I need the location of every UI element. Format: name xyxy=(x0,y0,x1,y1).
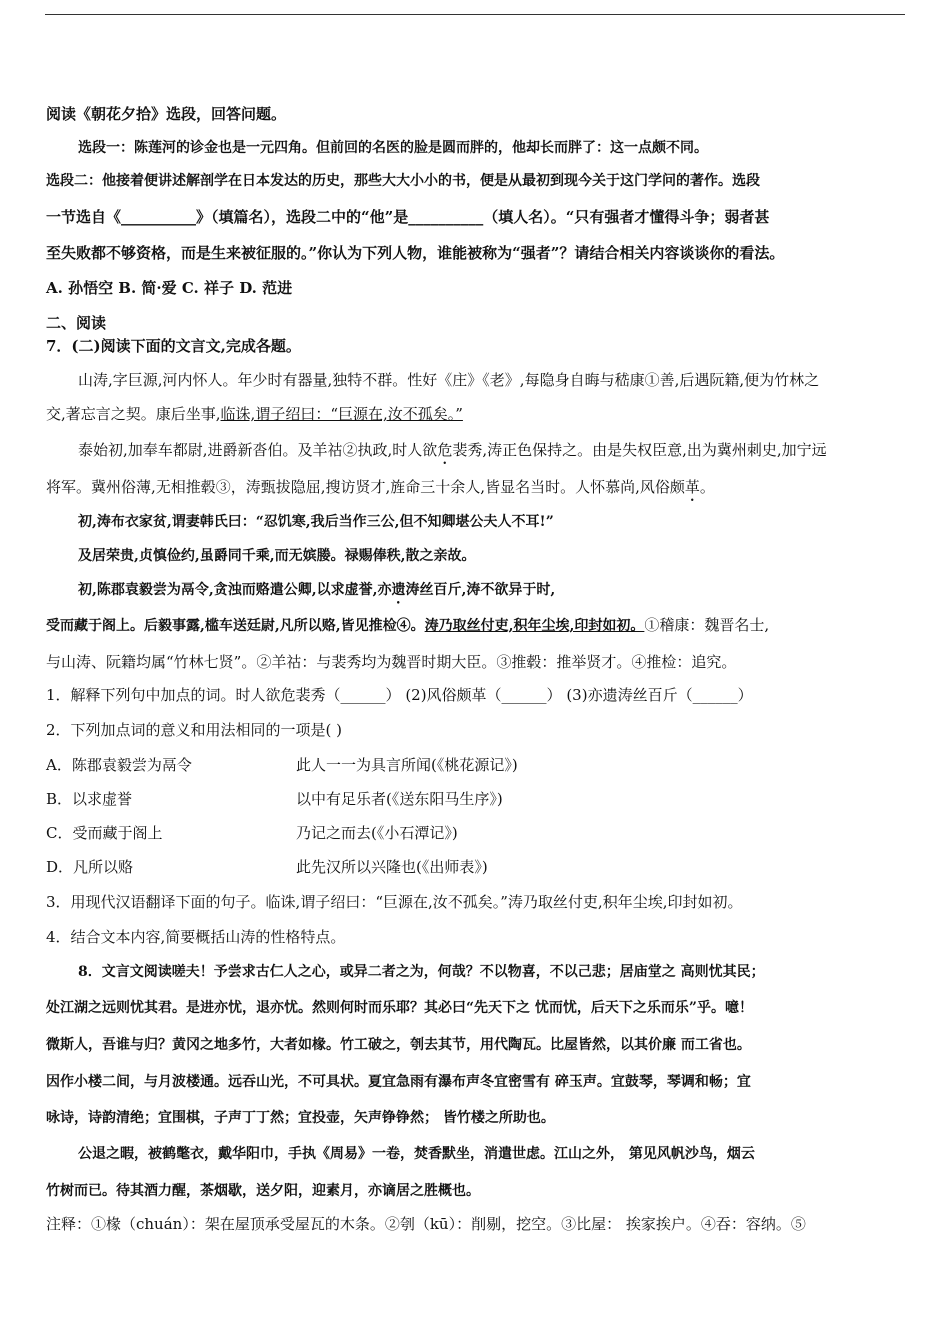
passage-line: 及居荣贵,贞慎俭约,虽爵同千乘,而无嫔媵。禄赐俸秩,散之亲故。 xyxy=(78,548,476,564)
passage-line xyxy=(46,404,904,424)
question-text-line1: 一节选自《__________》（填篇名），选段二中的“他”是__________（填人名）。“只有强者才懂得斗争；弱者甚 xyxy=(46,208,770,226)
question-text-line2: 至失败都不够资格，而是生来被征服的。”你认为下列人物，谁能被称为“强者”？请结合相关内容谈谈你的看法。 xyxy=(46,244,785,262)
passage-line xyxy=(46,615,904,636)
question-3: 3．用现代汉语翻译下面的句子。临诛,谓子绍曰：“巨源在,汝不孤矣。”涛乃取丝付吏,积年尘埃,印封如初。 xyxy=(46,893,743,911)
passage-text: 。 xyxy=(699,478,715,496)
option-c xyxy=(46,823,904,843)
question-8-line: 竹树而已。待其酒力醒，茶烟歇，送夕阳，迎素月，亦谪居之胜概也。 xyxy=(46,1183,480,1199)
option-left: C．受而藏于阁上 xyxy=(46,824,163,842)
dotted-word: 遗 xyxy=(391,582,406,598)
passage-line: 初,涛布衣家贫,谓妻韩氏曰：“忍饥寒,我后当作三公,但不知卿堪公夫人不耳!” xyxy=(78,514,554,530)
passage-text: 涛丝百斤,涛不欲异于时, xyxy=(405,582,556,598)
dotted-word: 革 xyxy=(684,478,700,496)
option-left: B．以求虚誉 xyxy=(46,790,133,808)
passage-line xyxy=(46,477,904,505)
question-8-line: 因作小楼二间，与月波楼通。远吞山光，不可具状。夏宜急雨有瀑布声冬宜密雪有 碎玉声。宜鼓琴，琴调和畅；宜 xyxy=(46,1074,751,1090)
option-right: 此人一一为具言所闻(《桃花源记》) xyxy=(296,756,518,774)
question-8-line: 微斯人，吾谁与归？黄冈之地多竹，大者如椽。竹工破之，刳去其节，用代陶瓦。比屋皆然，以其价廉 而工省也。 xyxy=(46,1037,751,1053)
passage-text: 裴秀,涛正色保持之。由是失权臣意,出为冀州刺史,加宁远 xyxy=(452,441,827,459)
question-8-line: 8．文言文阅读嗟夫！予尝求古仁人之心，或异二者之为，何哉？不以物喜，不以己悲；居庙堂之 高则忧其民； xyxy=(78,964,765,980)
passage-text: 泰始初,加奉车都尉,进爵新沓伯。及羊祜②执政,时人欲 xyxy=(78,441,438,459)
question-8-line: 处江湖之远则忧其君。是进亦忧，退亦忧。然则何时而乐耶？其必曰“先天下之 忧而忧，后天下之乐而乐”乎。噫！ xyxy=(46,1000,753,1016)
question-1: 1．解释下列句中加点的词。时人欲危裴秀（______） (2)风俗颇革（______） (3)亦遗涛丝百斤（______） xyxy=(46,686,753,704)
question-4: 4．结合文本内容,简要概括山涛的性格特点。 xyxy=(46,928,346,946)
option-right: 乃记之而去(《小石潭记》) xyxy=(296,824,458,842)
section-heading: 二、阅读 xyxy=(46,314,107,332)
excerpt-one: 选段一：陈莲河的诊金也是一元四角。但前回的名医的脸是圆而胖的，他却长而胖了：这一点颇不同。 xyxy=(78,140,708,156)
option-left: A．陈郡袁毅尝为鬲令 xyxy=(46,756,192,774)
passage-line: 山涛,字巨源,河内怀人。年少时有器量,独特不群。性好《庄》《老》,每隐身自晦与嵇康①善,后遇阮籍,便为竹林之 xyxy=(78,371,820,389)
question-intro: 阅读《朝花夕拾》选段，回答问题。 xyxy=(46,105,287,123)
excerpt-two: 选段二：他接着便讲述解剖学在日本发达的历史，那些大大小小的书，便是从最初到现今关于这门学问的著作。选段 xyxy=(46,173,760,189)
footnote-text: ①稽康：魏晋名士, xyxy=(644,616,770,634)
underlined-sentence: 临诛,谓子绍曰：“巨源在,汝不孤矣。” xyxy=(220,405,463,423)
option-b xyxy=(46,789,904,809)
passage-text: 受而藏于阁上。后毅事露,槛车送廷尉,凡所以赂,皆见推检④。 xyxy=(46,618,425,634)
option-a xyxy=(46,755,904,775)
option-d xyxy=(46,857,904,877)
annotation-line: 注释：①椽（chuán）：架在屋顶承受屋瓦的木条。②刳（kū）：削剔，挖空。③比屋： 挨家挨户。④吞：容纳。⑤ xyxy=(46,1215,806,1233)
option-right: 以中有足乐者(《送东阳马生序》) xyxy=(296,790,503,808)
question-8-line: 公退之暇，被鹤氅衣，戴华阳巾，手执《周易》一卷，焚香默坐，消遣世虑。江山之外， 第见风帆沙鸟，烟云 xyxy=(78,1146,755,1162)
passage-line xyxy=(78,440,936,468)
question-7-title: 7．(二)阅读下面的文言文,完成各题。 xyxy=(46,337,301,355)
passage-text: 交,著忘言之契。康后坐事, xyxy=(46,405,221,423)
footnote-line: 与山涛、阮籍均属“竹林七贤”。②羊祜：与裴秀均为魏晋时期大臣。③推毂：推举贤才。④推检：追究。 xyxy=(46,653,737,671)
header-rule xyxy=(45,14,905,15)
passage-line xyxy=(78,580,936,607)
passage-text: 初,陈郡袁毅尝为鬲令,贪浊而赂遣公卿,以求虚誉,亦 xyxy=(78,582,392,598)
options-line: A. 孙悟空 B. 简·爱 C. 祥子 D. 范进 xyxy=(46,279,293,297)
option-right: 此先汉所以兴隆也(《出师表》) xyxy=(296,858,488,876)
question-2: 2．下列加点词的意义和用法相同的一项是( ) xyxy=(46,721,343,739)
underlined-sentence: 涛乃取丝付吏,积年尘埃,印封如初。 xyxy=(424,618,645,634)
question-8-line: 咏诗，诗韵清绝；宜围棋，子声丁丁然；宜投壶，矢声铮铮然； 皆竹楼之所助也。 xyxy=(46,1110,555,1126)
passage-text: 将军。冀州俗薄,无相推毂③，涛甄拔隐屈,搜访贤才,旌命三十余人,皆显名当时。人怀慕尚,风俗颇 xyxy=(46,478,685,496)
dotted-word: 危 xyxy=(437,441,453,459)
option-left: D．凡所以赂 xyxy=(46,858,134,876)
